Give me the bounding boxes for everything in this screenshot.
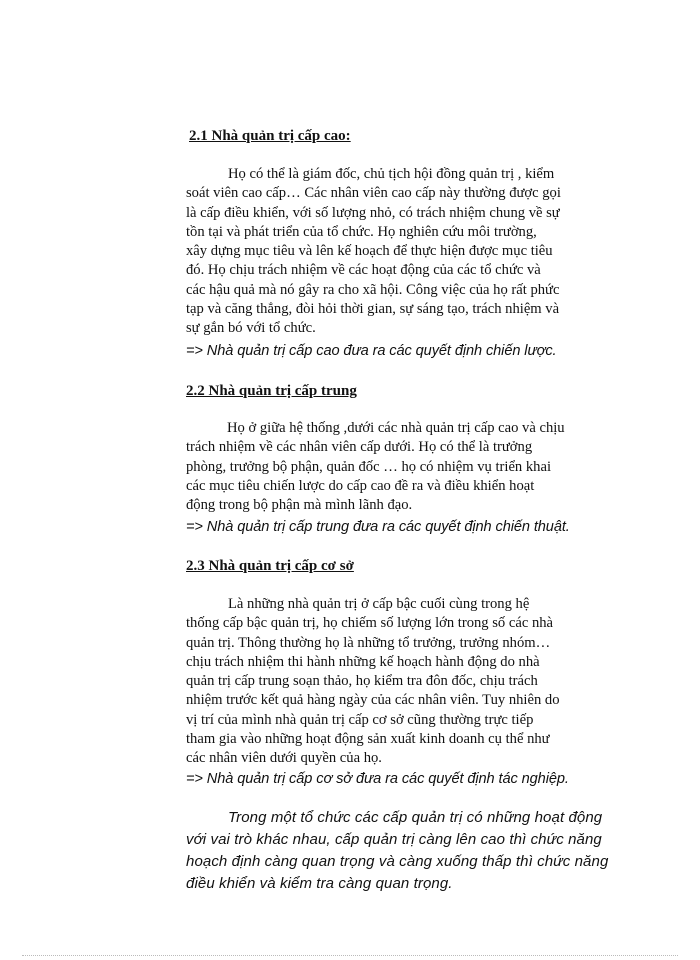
- paragraph-line: soát viên cao cấp… Các nhân viên cao cấp này thường được gọi: [186, 185, 561, 202]
- paragraph-line: nhiệm trước kết quả hàng ngày của các nhân viên. Tuy nhiên do: [186, 692, 560, 709]
- paragraph-line: tồn tại và phát triển của tổ chức. Họ nghiên cứu môi trường,: [186, 223, 537, 240]
- closing-paragraph: [186, 807, 608, 895]
- paragraph-line: đó. Họ chịu trách nhiệm về các hoạt động của các tổ chức và: [186, 262, 541, 279]
- paragraph-line: Họ có thể là giám đốc, chủ tịch hội đồng quản trị , kiểm: [228, 166, 555, 182]
- section-body-2-1: [186, 165, 561, 339]
- paragraph-line: trách nhiệm về các nhân viên cấp dưới. Họ có thể là trưởng: [186, 439, 533, 456]
- section-heading-2-1: 2.1 Nhà quản trị cấp cao:: [189, 128, 351, 144]
- conclusion-2-3: => Nhà quản trị cấp cơ sở đưa ra các quyết định tác nghiệp.: [186, 771, 569, 787]
- paragraph-line: xây dựng mục tiêu và lên kế hoạch để thực hiện được mục tiêu: [186, 243, 553, 260]
- section-body-2-3: [186, 595, 560, 769]
- page-bottom-rule: [22, 955, 678, 956]
- paragraph-line: Là những nhà quản trị ở cấp bậc cuối cùng trong hệ: [228, 596, 530, 612]
- closing-line: điều khiển và kiểm tra càng quan trọng.: [186, 875, 453, 892]
- closing-line: Trong một tổ chức các cấp quản trị có những hoạt động: [228, 809, 603, 826]
- closing-line: hoạch định càng quan trọng và càng xuống thấp thì chức năng: [186, 853, 609, 870]
- paragraph-line: phòng, trưởng bộ phận, quản đốc … họ có nhiệm vụ triển khai: [186, 458, 552, 475]
- paragraph-line: Họ ở giữa hệ thống ,dưới các nhà quản trị cấp cao và chịu: [227, 420, 565, 436]
- paragraph-line: tạp và căng thẳng, đòi hỏi thời gian, sự sáng tạo, trách nhiệm và: [186, 301, 560, 318]
- paragraph-line: tham gia vào những hoạt động sản xuất kinh doanh cụ thể như: [186, 731, 550, 748]
- paragraph-line: vị trí của mình nhà quản trị cấp cơ sở cũng thường trực tiếp: [186, 711, 534, 728]
- paragraph-line: là cấp điều khiển, với số lượng nhỏ, có trách nhiệm chung về sự: [186, 204, 560, 221]
- paragraph-line: quản trị. Thông thường họ là những tổ trưởng, trưởng nhóm…: [186, 634, 551, 651]
- paragraph-line: quản trị cấp trung soạn thảo, họ kiểm tra đôn đốc, chịu trách: [186, 673, 538, 690]
- section-heading-2-3: 2.3 Nhà quản trị cấp cơ sở: [186, 558, 354, 574]
- section-body-2-2: [186, 419, 565, 515]
- paragraph-line: các mục tiêu chiến lược do cấp cao đề ra và điều khiển hoạt: [186, 477, 535, 494]
- paragraph-line: các nhân viên dưới quyền của họ.: [186, 750, 382, 767]
- paragraph-line: sự gắn bó với tổ chức.: [186, 320, 316, 337]
- paragraph-line: các hậu quả mà nó gây ra cho xã hội. Công việc của họ rất phức: [186, 281, 560, 298]
- closing-line: với vai trò khác nhau, cấp quản trị càng lên cao thì chức năng: [186, 831, 602, 848]
- conclusion-2-1: => Nhà quản trị cấp cao đưa ra các quyết định chiến lược.: [186, 343, 557, 359]
- paragraph-line: động trong bộ phận mà mình lãnh đạo.: [186, 497, 413, 514]
- section-heading-2-2: 2.2 Nhà quản trị cấp trung: [186, 383, 357, 399]
- paragraph-line: chịu trách nhiệm thi hành những kế hoạch hành động do nhà: [186, 653, 540, 670]
- paragraph-line: thống cấp bậc quản trị, họ chiếm số lượng lớn trong số các nhà: [186, 615, 554, 632]
- conclusion-2-2: => Nhà quản trị cấp trung đưa ra các quyết định chiến thuật.: [186, 519, 570, 535]
